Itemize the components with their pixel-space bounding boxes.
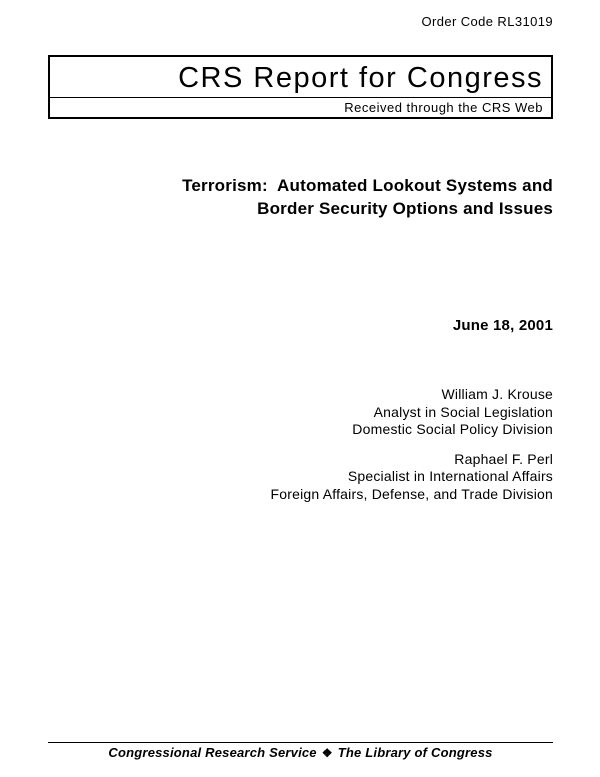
report-date: June 18, 2001 xyxy=(452,317,553,334)
author-role: Analyst in Social Legislation xyxy=(373,403,553,420)
footer-left-text: Congressional Research Service xyxy=(108,745,317,760)
banner-subtitle: Received through the CRS Web xyxy=(344,100,543,115)
footer-right-text: The Library of Congress xyxy=(337,745,493,760)
authors-section xyxy=(271,386,553,503)
report-title xyxy=(182,174,553,220)
footer xyxy=(48,742,553,760)
banner-title: CRS Report for Congress xyxy=(50,57,551,98)
author-name: William J. Krouse xyxy=(441,386,553,402)
author-division: Foreign Affairs, Defense, and Trade Division xyxy=(270,485,553,502)
author-role: Specialist in International Affairs xyxy=(347,468,553,484)
author-block xyxy=(271,386,553,439)
author-block xyxy=(271,451,553,504)
author-division: Domestic Social Policy Division xyxy=(352,421,553,437)
author-name: Raphael F. Perl xyxy=(454,450,553,467)
report-title-line-1: Terrorism: Automated Lookout Systems and xyxy=(182,176,553,195)
crs-banner-box xyxy=(48,55,553,119)
diamond-icon: ❖ xyxy=(321,746,333,760)
report-title-line-2: Border Security Options and Issues xyxy=(257,199,553,218)
order-code: Order Code RL31019 xyxy=(421,14,553,29)
